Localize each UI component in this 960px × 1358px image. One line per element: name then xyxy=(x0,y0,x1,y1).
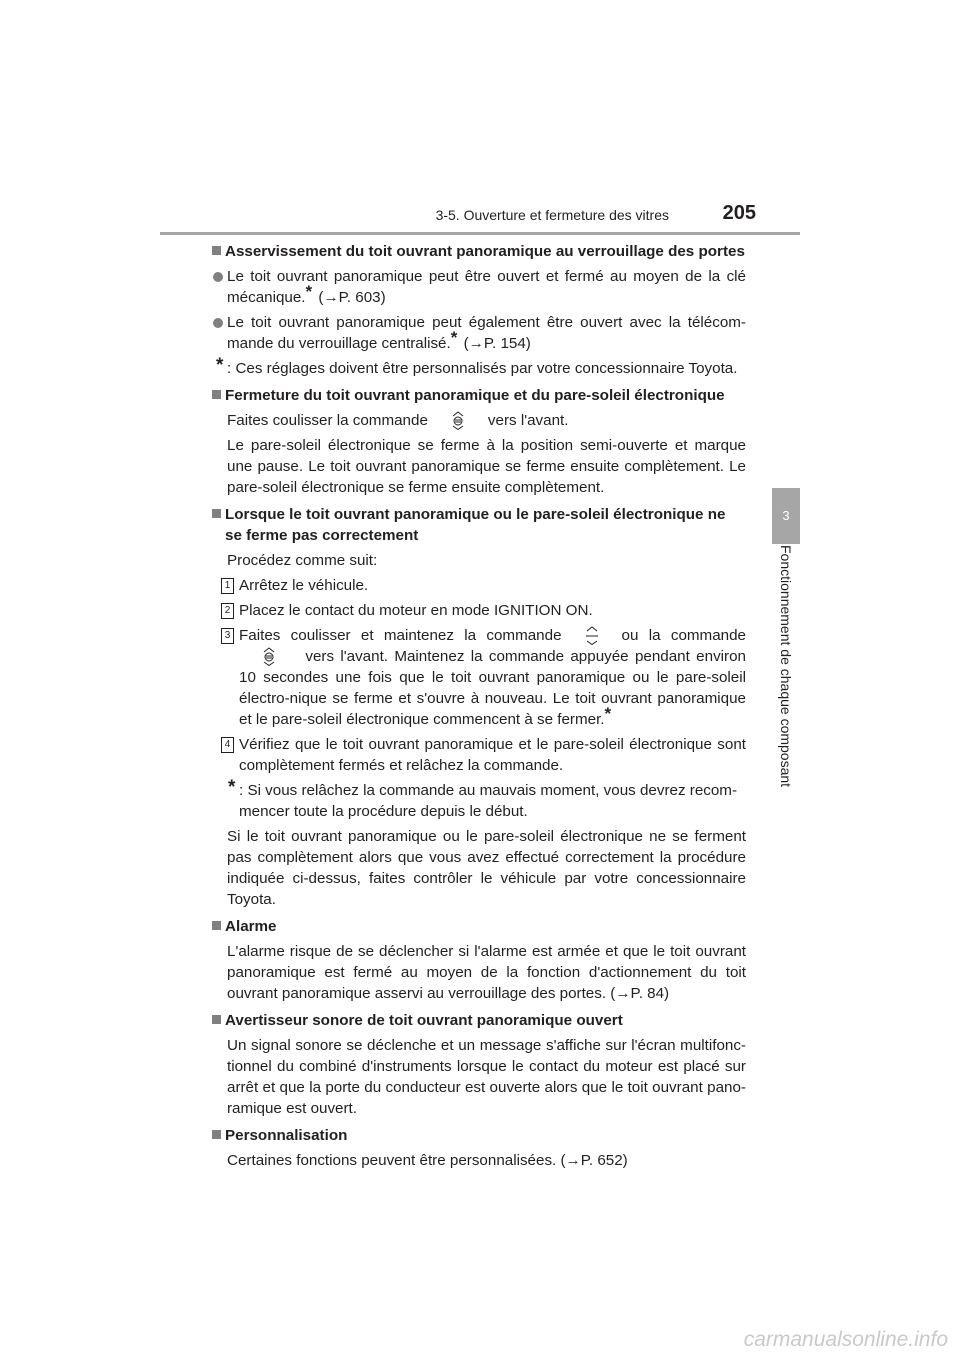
chapter-title-text: Fonctionnement de chaque composant xyxy=(778,545,794,788)
procedure-step: 2 Placez le contact du moteur en mode IGNITION ON. xyxy=(212,600,746,621)
section-heading-customization: Personnalisation xyxy=(212,1125,746,1146)
procedure-step: 4 Vérifiez que le toit ouvrant panoramique et le pare-soleil électronique sont complètement fermés et relâchez la commande. xyxy=(212,734,746,776)
step-number-box: 2 xyxy=(221,603,234,619)
customization-text: Certaines fonctions peuvent être personnalisées. (→P. 652) xyxy=(227,1152,628,1169)
bullet-remote: Le toit ouvrant panoramique peut également être ouvert avec la télécom-mande du verrouillage centralisé.* (→P. 154) xyxy=(212,312,746,354)
page-ref-link[interactable]: (→P. 154) xyxy=(463,335,531,352)
closing-description: Le pare-soleil électronique se ferme à la position semi-ouverte et marque une pause. Le toit ouvrant panoramique se ferme ensuite complètement. Le pare-soleil électronique se ferme ensuite complètement. xyxy=(227,437,746,496)
procedure-intro: Procédez comme suit: xyxy=(227,552,378,569)
procedure-step: 1 Arrêtez le véhicule. xyxy=(212,575,746,596)
chapter-title xyxy=(772,545,800,845)
chapter-tab: 3 xyxy=(772,488,800,544)
roof-switch-icon xyxy=(582,625,602,645)
page-content xyxy=(212,241,746,1171)
bullet-mechanical-key: Le toit ouvrant panoramique peut être ouvert et fermé au moyen de la clé mécanique.* (→P. 603) xyxy=(212,266,746,308)
footnote-dealer: * : Ces réglages doivent être personnalisés par votre concessionnaire Toyota. xyxy=(212,358,746,379)
section-heading-troubleshoot: Lorsque le toit ouvrant panoramique ou le pare-soleil électronique ne se ferme pas correctement xyxy=(212,504,746,546)
sunshade-switch-icon xyxy=(448,410,468,430)
alarm-text: L'alarme risque de se déclencher si l'alarme est armée et que le toit ouvrant panoramique est fermé au moyen de la fonction d'actionnement du toit ouvrant panoramique asservi au verrouillage des portes. (→P. 84) xyxy=(227,943,746,1002)
section-heading-door-lock: Asservissement du toit ouvrant panoramique au verrouillage des portes xyxy=(212,241,746,262)
header-rule xyxy=(160,232,800,235)
section-heading-alarm: Alarme xyxy=(212,916,746,937)
section-heading-buzzer: Avertisseur sonore de toit ouvrant panoramique ouvert xyxy=(212,1010,746,1031)
section-title: 3-5. Ouverture et fermeture des vitres xyxy=(435,207,669,223)
dealer-advice: Si le toit ouvrant panoramique ou le pare-soleil électronique ne se ferment pas complètement alors que vous avez effectué correctement la procédure indiquée ci-dessus, faites contrôler le véhicule par votre concessionnaire Toyota. xyxy=(227,828,746,908)
buzzer-text: Un signal sonore se déclenche et un message s'affiche sur l'écran multifonc-tionnel du combiné d'instruments lorsque le contact du moteur est placé sur arrêt et que la porte du conducteur est ouverte alors que le toit ouvrant pano-ramique est ouvert. xyxy=(227,1037,746,1117)
page-header xyxy=(160,200,800,236)
step-number-box: 3 xyxy=(221,628,234,644)
procedure-step: 3 Faites coulisser et maintenez la commande ou la commande vers l'avant. Maintenez la commande appuyée pendant environ 10 secondes une fois que le toit ouvrant panoramique ou le pare-soleil électro-nique se ferme et s'ouvre à nouveau. Le toit ouvrant panoramique et le pare-soleil électronique commencent à se fermer.* xyxy=(212,625,746,730)
section-heading-closing: Fermeture du toit ouvrant panoramique et du pare-soleil électronique xyxy=(212,385,746,406)
page-ref-link[interactable]: (→P. 603) xyxy=(318,289,386,306)
step-number-box: 1 xyxy=(221,578,234,594)
closing-instruction: Faites coulisser la commande vers l'avant. xyxy=(227,412,569,429)
page-number: 205 xyxy=(722,202,756,224)
watermark: carmanualsonline.info xyxy=(743,1328,948,1351)
step-number-box: 4 xyxy=(221,737,234,753)
sunshade-switch-icon xyxy=(259,646,279,666)
footnote-timing: * : Si vous relâchez la commande au mauvais moment, vous devrez recom-mencer toute la procédure depuis le début. xyxy=(212,780,746,822)
